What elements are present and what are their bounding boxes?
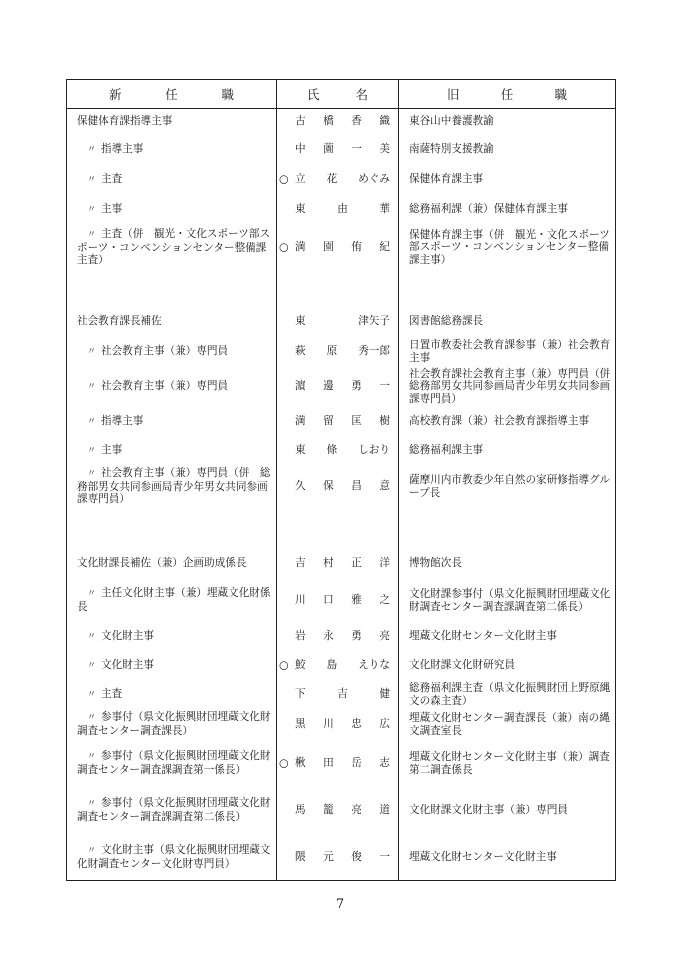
table-row bbox=[67, 367, 616, 407]
ditto-mark: 〃 bbox=[87, 631, 97, 642]
ditto-mark: 〃 bbox=[87, 416, 97, 427]
ditto-mark: 〃 bbox=[87, 230, 97, 241]
new-post-cell bbox=[67, 109, 277, 135]
person-name bbox=[277, 115, 398, 128]
new-post-cell bbox=[67, 835, 277, 881]
new-post-cell bbox=[67, 509, 277, 549]
table-row bbox=[67, 307, 616, 337]
name-part: 東 bbox=[295, 315, 306, 328]
circle-mark: ○ bbox=[279, 756, 289, 770]
old-post-cell bbox=[399, 623, 616, 651]
old-post-cell bbox=[399, 835, 616, 881]
old-post-text: 日置市教委社会教育課参事（兼）社会教育主事 bbox=[409, 338, 611, 364]
name-cell bbox=[277, 509, 399, 549]
table-row bbox=[67, 337, 616, 367]
old-post-cell bbox=[399, 787, 616, 835]
name-cell bbox=[277, 195, 399, 225]
name-part: 邊 bbox=[323, 380, 334, 393]
name-part: 隈 bbox=[295, 850, 306, 863]
old-post-cell bbox=[399, 549, 616, 579]
old-post-cell bbox=[399, 681, 616, 709]
header-char: 職 bbox=[221, 87, 234, 102]
name-part: 下 bbox=[295, 688, 306, 701]
spacer-row bbox=[67, 509, 616, 549]
person-name bbox=[277, 718, 398, 731]
ditto-mark: 〃 bbox=[87, 689, 97, 700]
new-post-cell bbox=[67, 549, 277, 579]
old-post-cell bbox=[399, 307, 616, 337]
ditto-mark: 〃 bbox=[87, 204, 97, 215]
name-part: 岳 bbox=[351, 757, 362, 770]
name-cell bbox=[277, 407, 399, 437]
table-row bbox=[67, 195, 616, 225]
name-part: 広 bbox=[379, 718, 390, 731]
person-name bbox=[277, 851, 398, 864]
name-part: 立 bbox=[295, 173, 306, 186]
name-part: 岩 bbox=[295, 630, 306, 643]
old-post-cell bbox=[399, 337, 616, 367]
name-part: 満 bbox=[295, 241, 306, 254]
name-cell bbox=[277, 465, 399, 509]
old-post-cell bbox=[399, 465, 616, 509]
old-post-cell bbox=[399, 271, 616, 307]
name-part: 橋 bbox=[323, 115, 334, 128]
name-part: 昌 bbox=[351, 480, 362, 493]
name-part: 俊 bbox=[351, 850, 362, 863]
person-name bbox=[277, 688, 398, 701]
old-post-text: 社会教育課社会教育主事（兼）専門員（併 総務部男女共同参画局青少年男女共同参画課専門員） bbox=[409, 367, 621, 405]
table-row bbox=[67, 835, 616, 881]
name-part: 楸 bbox=[295, 757, 306, 770]
name-part: 道 bbox=[379, 804, 390, 817]
header-char: 氏 bbox=[307, 87, 320, 102]
name-part: 薗 bbox=[323, 143, 334, 156]
person-name bbox=[277, 315, 398, 328]
name-part: 秀一郎 bbox=[358, 345, 390, 358]
ditto-mark: 〃 bbox=[87, 752, 97, 763]
old-post-text: 博物館次長 bbox=[409, 557, 462, 570]
name-part: 元 bbox=[323, 850, 334, 863]
new-post-cell bbox=[67, 651, 277, 681]
name-cell bbox=[277, 579, 399, 623]
name-cell bbox=[277, 165, 399, 195]
old-post-text: 高校教育課（兼）社会教育課指導主事 bbox=[409, 415, 590, 428]
name-part: 織 bbox=[379, 115, 390, 128]
old-post-text: 保健体育課主事（併 観光・文化スポーツ部スポーツ・コンベンションセンター整備課主事） bbox=[409, 228, 610, 266]
name-cell bbox=[277, 271, 399, 307]
old-post-cell bbox=[399, 709, 616, 741]
ditto-mark: 〃 bbox=[87, 381, 97, 392]
ditto-mark: 〃 bbox=[87, 144, 97, 155]
name-part: 古 bbox=[295, 115, 306, 128]
new-post-text: 主事 bbox=[101, 443, 123, 456]
new-post-text: 参事付（県文化振興財団埋蔵文化財調査センター調査課長） bbox=[77, 711, 271, 737]
old-post-text: 埋蔵文化財センター文化財主事 bbox=[409, 850, 557, 863]
new-post-cell bbox=[67, 307, 277, 337]
table-row bbox=[67, 681, 616, 709]
name-part: 東 bbox=[295, 203, 306, 216]
name-part: 馬 bbox=[295, 804, 306, 817]
old-post-cell bbox=[399, 225, 616, 271]
new-post-text: 文化財主事 bbox=[101, 629, 154, 642]
name-part: 久 bbox=[295, 480, 306, 493]
name-cell bbox=[277, 835, 399, 881]
name-part: 中 bbox=[295, 143, 306, 156]
ditto-mark: 〃 bbox=[87, 589, 97, 600]
table-row bbox=[67, 549, 616, 579]
name-part: 勇 bbox=[351, 380, 362, 393]
name-part: 樹 bbox=[379, 415, 390, 428]
name-part: 洋 bbox=[379, 557, 390, 570]
name-part: 永 bbox=[323, 630, 334, 643]
name-cell bbox=[277, 135, 399, 165]
old-post-text: 南薩特別支援教諭 bbox=[409, 143, 494, 156]
table-row bbox=[67, 225, 616, 271]
old-post-cell bbox=[399, 579, 616, 623]
person-name bbox=[277, 345, 398, 358]
name-part: 田 bbox=[323, 757, 334, 770]
person-name bbox=[277, 241, 398, 254]
header-char: 任 bbox=[500, 87, 514, 102]
table-row bbox=[67, 407, 616, 437]
old-post-cell bbox=[399, 437, 616, 465]
circle-mark: ○ bbox=[279, 172, 289, 186]
name-part: 美 bbox=[379, 143, 390, 156]
table-body bbox=[67, 109, 621, 881]
new-post-text: 文化財主事 bbox=[101, 658, 154, 671]
name-part: 健 bbox=[379, 688, 390, 701]
spacer-row bbox=[67, 271, 616, 307]
person-name bbox=[277, 757, 398, 770]
person-name bbox=[277, 480, 398, 493]
header-name bbox=[277, 80, 399, 109]
name-part: 之 bbox=[379, 594, 390, 607]
old-post-cell bbox=[399, 165, 616, 195]
name-cell bbox=[277, 109, 399, 135]
old-post-cell bbox=[399, 109, 616, 135]
ditto-mark: 〃 bbox=[87, 660, 97, 671]
new-post-cell bbox=[67, 271, 277, 307]
name-cell bbox=[277, 709, 399, 741]
person-name bbox=[277, 380, 398, 393]
table-row bbox=[67, 579, 616, 623]
table-row bbox=[67, 709, 616, 741]
new-post-cell bbox=[67, 225, 277, 271]
name-part: 濵 bbox=[295, 380, 306, 393]
name-part: 津矢子 bbox=[358, 315, 390, 328]
old-post-cell bbox=[399, 741, 616, 787]
person-name bbox=[277, 557, 398, 570]
name-part: 意 bbox=[379, 480, 390, 493]
name-part: 一 bbox=[379, 380, 390, 393]
name-cell bbox=[277, 623, 399, 651]
name-part: 雅 bbox=[351, 594, 362, 607]
old-post-text: 東谷山中養護教諭 bbox=[409, 115, 494, 128]
name-part: 満 bbox=[295, 415, 306, 428]
name-part: 萩 bbox=[295, 345, 306, 358]
new-post-cell bbox=[67, 709, 277, 741]
name-part: 園 bbox=[323, 241, 334, 254]
person-name bbox=[277, 804, 398, 817]
old-post-text: 文化財課文化財研究員 bbox=[409, 659, 515, 672]
new-post-cell bbox=[67, 165, 277, 195]
name-part: 匡 bbox=[351, 415, 362, 428]
name-part: 原 bbox=[326, 345, 338, 358]
name-part: 由 bbox=[337, 203, 348, 216]
new-post-text: 文化財主事（県文化振興財団埋蔵文化財調査センター文化財専門員） bbox=[77, 844, 271, 870]
new-post-cell bbox=[67, 623, 277, 651]
name-part: 鮫 bbox=[295, 659, 306, 672]
page-number: 7 bbox=[335, 897, 345, 912]
name-cell bbox=[277, 225, 399, 271]
new-post-text: 主査 bbox=[101, 172, 123, 185]
new-post-text: 参事付（県文化振興財団埋蔵文化財調査センター調査課調査第二係長） bbox=[77, 797, 271, 823]
name-part: 正 bbox=[351, 557, 362, 570]
new-post-cell bbox=[67, 135, 277, 165]
header-new-post bbox=[67, 80, 277, 109]
old-post-text: 埋蔵文化財センター文化財主事（兼）調査第二調査係長 bbox=[409, 750, 610, 776]
name-cell bbox=[277, 337, 399, 367]
old-post-text: 薩摩川内市教委少年自然の家研修指導グループ長 bbox=[409, 473, 610, 499]
old-post-text: 総務福利課主査（県文化振興財団上野原縄文の森主査） bbox=[409, 681, 611, 707]
name-part: 忠 bbox=[351, 718, 362, 731]
name-cell bbox=[277, 651, 399, 681]
name-cell bbox=[277, 741, 399, 787]
new-post-text: 参事付（県文化振興財団埋蔵文化財調査センター調査課調査第一係長） bbox=[77, 750, 271, 776]
person-name bbox=[277, 173, 398, 186]
name-part: 花 bbox=[326, 173, 338, 186]
new-post-cell bbox=[67, 337, 277, 367]
name-part: えりな bbox=[358, 659, 390, 672]
name-cell bbox=[277, 307, 399, 337]
ditto-mark: 〃 bbox=[87, 174, 97, 185]
new-post-text: 文化財課長補佐（兼）企画助成係長 bbox=[77, 557, 247, 570]
name-part: 紀 bbox=[379, 241, 390, 254]
name-part: 吉 bbox=[337, 688, 348, 701]
new-post-cell bbox=[67, 787, 277, 835]
name-part: 華 bbox=[379, 203, 390, 216]
new-post-text: 主事 bbox=[101, 202, 123, 215]
table-row bbox=[67, 623, 616, 651]
name-part: めぐみ bbox=[358, 173, 390, 186]
new-post-cell bbox=[67, 367, 277, 407]
name-part: 川 bbox=[295, 594, 306, 607]
table-header-row bbox=[67, 80, 616, 109]
name-part: 一 bbox=[379, 850, 390, 863]
table-row bbox=[67, 651, 616, 681]
new-post-cell bbox=[67, 407, 277, 437]
old-post-text: 総務福利課主事 bbox=[409, 444, 484, 457]
name-part: 東 bbox=[295, 444, 306, 457]
name-part: 條 bbox=[326, 444, 338, 457]
name-cell bbox=[277, 549, 399, 579]
old-post-cell bbox=[399, 509, 616, 549]
new-post-cell bbox=[67, 437, 277, 465]
name-part: 侑 bbox=[351, 241, 362, 254]
person-name bbox=[277, 594, 398, 607]
name-part: しおり bbox=[358, 444, 390, 457]
ditto-mark: 〃 bbox=[87, 846, 97, 857]
person-name bbox=[277, 415, 398, 428]
ditto-mark: 〃 bbox=[87, 445, 97, 456]
name-part: 亮 bbox=[379, 630, 390, 643]
name-part: 勇 bbox=[351, 630, 362, 643]
header-char: 任 bbox=[165, 87, 178, 102]
new-post-cell bbox=[67, 579, 277, 623]
old-post-cell bbox=[399, 195, 616, 225]
table-row bbox=[67, 165, 616, 195]
old-post-text: 埋蔵文化財センター調査課長（兼）南の縄文調査室長 bbox=[409, 711, 610, 737]
ditto-mark: 〃 bbox=[87, 346, 97, 357]
new-post-text: 社会教育主事（兼）専門員 bbox=[101, 344, 229, 357]
new-post-text: 指導主事 bbox=[101, 414, 144, 427]
new-post-cell bbox=[67, 681, 277, 709]
new-post-cell bbox=[67, 195, 277, 225]
table-row bbox=[67, 135, 616, 165]
ditto-mark: 〃 bbox=[87, 799, 97, 810]
person-name bbox=[277, 143, 398, 156]
new-post-cell bbox=[67, 741, 277, 787]
header-char: 名 bbox=[355, 87, 368, 102]
name-part: 一 bbox=[351, 143, 362, 156]
name-part: 川 bbox=[323, 718, 334, 731]
new-post-text: 社会教育課長補佐 bbox=[77, 315, 162, 328]
old-post-cell bbox=[399, 651, 616, 681]
new-post-text: 社会教育主事（兼）専門員（併 総務部男女共同参画局青少年男女共同参画課専門員） bbox=[77, 467, 271, 506]
table-row bbox=[67, 109, 616, 135]
name-part: 島 bbox=[326, 659, 338, 672]
name-part: 黒 bbox=[295, 718, 306, 731]
new-post-text: 保健体育課指導主事 bbox=[77, 115, 173, 128]
ditto-mark: 〃 bbox=[87, 713, 97, 724]
name-part: 志 bbox=[379, 757, 390, 770]
name-part: 村 bbox=[323, 557, 334, 570]
person-name bbox=[277, 203, 398, 216]
name-cell bbox=[277, 681, 399, 709]
table-row bbox=[67, 465, 616, 509]
header-old-post bbox=[399, 80, 616, 109]
table-row bbox=[67, 787, 616, 835]
name-cell bbox=[277, 437, 399, 465]
header-char: 新 bbox=[109, 87, 122, 102]
personnel-table bbox=[66, 79, 621, 881]
old-post-text: 文化財課文化財主事（兼）専門員 bbox=[409, 804, 568, 817]
new-post-text: 指導主事 bbox=[101, 142, 144, 155]
ditto-mark: 〃 bbox=[87, 469, 97, 480]
old-post-cell bbox=[399, 135, 616, 165]
table-row bbox=[67, 437, 616, 465]
old-post-cell bbox=[399, 367, 621, 407]
old-post-text: 埋蔵文化財センター文化財主事 bbox=[409, 630, 557, 643]
new-post-text: 主査（併 観光・文化スポーツ部スポーツ・コンベンションセンター整備課主査） bbox=[77, 228, 271, 267]
old-post-text: 図書館総務課長 bbox=[409, 315, 484, 328]
person-name bbox=[277, 659, 398, 672]
old-post-text: 総務福利課（兼）保健体育課主事 bbox=[409, 203, 568, 216]
name-part: 吉 bbox=[295, 557, 306, 570]
header-char: 旧 bbox=[447, 87, 460, 102]
new-post-text: 社会教育主事（兼）専門員 bbox=[101, 379, 229, 392]
name-part: 保 bbox=[323, 480, 334, 493]
circle-mark: ○ bbox=[279, 658, 289, 672]
header-char: 職 bbox=[554, 87, 567, 102]
new-post-cell bbox=[67, 465, 277, 509]
table-row bbox=[67, 741, 616, 787]
circle-mark: ○ bbox=[279, 240, 289, 254]
name-part: 籠 bbox=[323, 804, 334, 817]
name-part: 亮 bbox=[351, 804, 362, 817]
person-name bbox=[277, 630, 398, 643]
person-name bbox=[277, 444, 398, 457]
name-cell bbox=[277, 367, 399, 407]
new-post-text: 主任文化財主事（兼）埋蔵文化財係長 bbox=[77, 587, 271, 613]
name-part: 口 bbox=[323, 594, 334, 607]
old-post-text: 文化財課参事付（県文化振興財団埋蔵文化財調査センター調査課調査第二係長） bbox=[409, 587, 611, 613]
old-post-cell bbox=[399, 407, 616, 437]
name-part: 香 bbox=[351, 115, 362, 128]
new-post-text: 主査 bbox=[101, 687, 123, 700]
name-cell bbox=[277, 787, 399, 835]
name-part: 留 bbox=[323, 415, 334, 428]
old-post-text: 保健体育課主事 bbox=[409, 173, 484, 186]
